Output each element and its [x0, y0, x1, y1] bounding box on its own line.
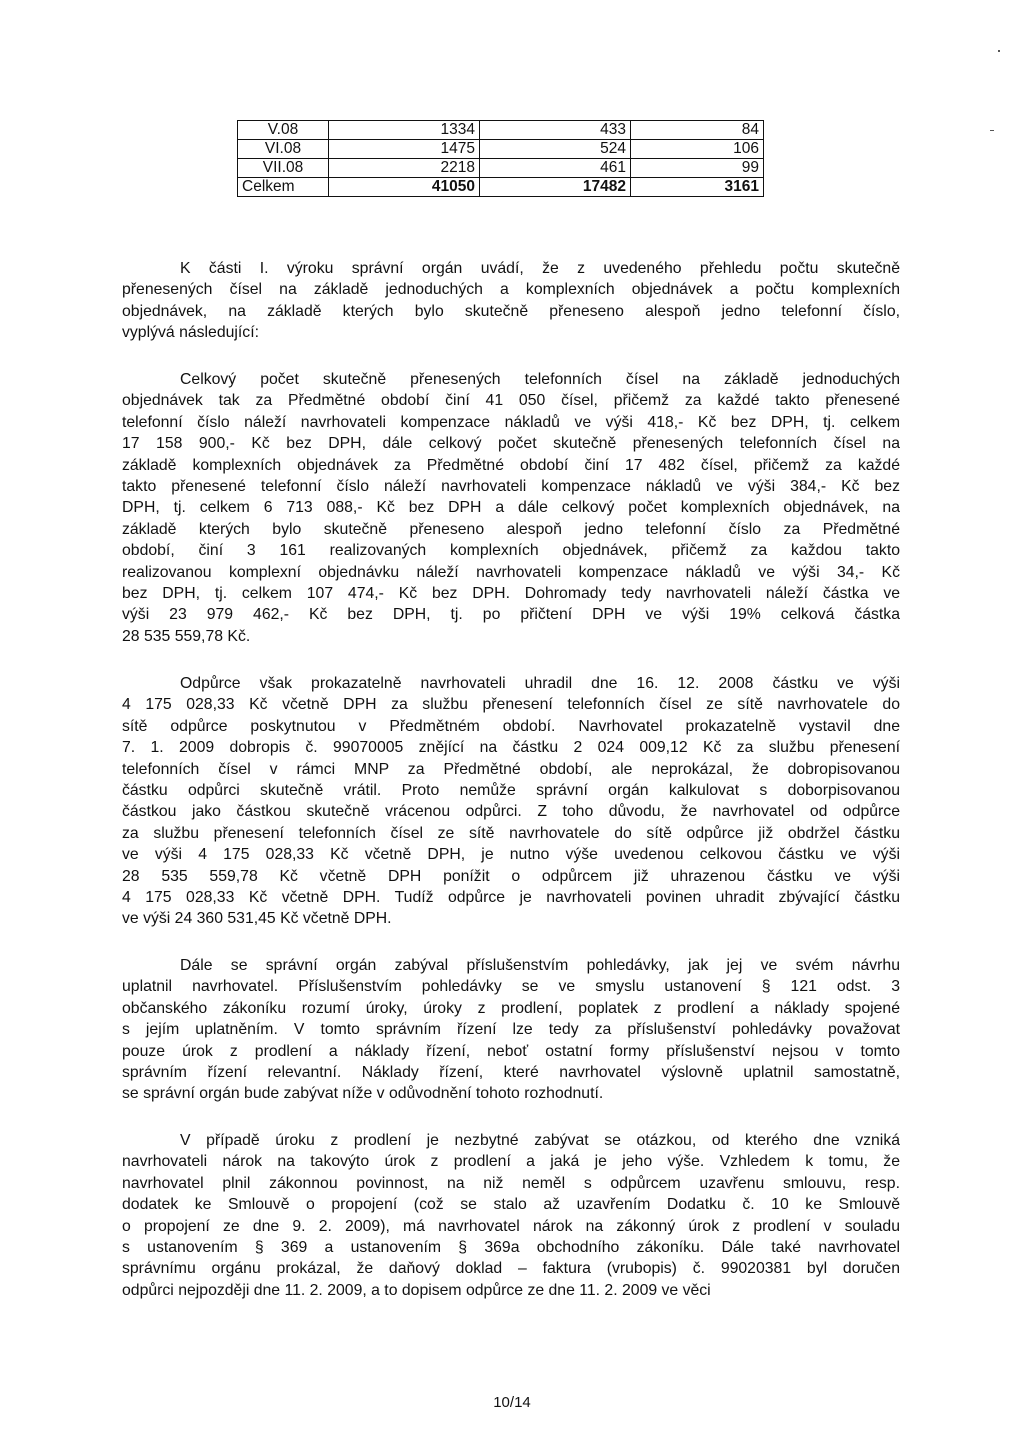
- value-cell: 106: [631, 140, 764, 159]
- statistics-table: [237, 120, 764, 197]
- value-cell: 2218: [329, 159, 480, 178]
- text-line: pouze úrok z prodlení a náklady řízení, neboť ostatní formy příslušenství nejsou v tomto: [122, 1042, 900, 1060]
- statistics-table-body: [238, 121, 764, 197]
- value-cell: 433: [480, 121, 631, 140]
- text-line: částku odpůrci skutečně vrátil. Proto nemůže správní orgán kalkulovat s doborpisovanou: [122, 782, 900, 800]
- text-line: navrhovatel plnil zákonnou povinnost, na niž neměl s odpůrcem uzavřenu smlouvu, resp.: [122, 1174, 900, 1192]
- value-cell: 524: [480, 140, 631, 159]
- text-line: objednávek tak za Předmětné období činí 41 050 čísel, přičemž za každé takto přenesené: [122, 392, 900, 410]
- text-line: výši 23 979 462,- Kč bez DPH, tj. po přičtení DPH ve výši 19% celková částka: [122, 606, 900, 624]
- text-line: s ustanovením § 369 a ustanovením § 369a obchodního zákoníku. Dále také navrhovatel: [122, 1239, 900, 1257]
- paragraph-part-one-summary: [122, 258, 900, 344]
- text-line: uplatnil navrhovatel. Příslušenstvím pohledávky se ve smyslu ustanovení § 121 odst. 3: [122, 978, 900, 996]
- table-row: [238, 159, 764, 178]
- text-line: za službu přenesení telefonních čísel ze sítě navrhovatele do sítě odpůrce již obdržel částku: [122, 824, 900, 842]
- period-cell: VII.08: [238, 159, 329, 178]
- page-number: 10/14: [493, 1394, 531, 1411]
- text-line: odpůrci nejpozději dne 11. 2. 2009, a to dopisem odpůrce ze dne 11. 2. 2009 ve věci: [122, 1281, 711, 1299]
- text-line: občanského zákoníku rozumí úroky, úroky z prodlení, poplatek z prodlení a náklady spojené: [122, 999, 900, 1017]
- text-line: telefonních čísel v rámci MNP za Předmětné období, ale neprokázal, že dobropisovanou: [122, 760, 900, 778]
- text-line: přenesených čísel na základě jednoduchých a komplexních objednávek a počtu komplexních: [122, 281, 900, 299]
- paragraph-total-calculation: [122, 369, 900, 647]
- text-line: období, činí 3 161 realizovaných komplexních objednávek, přičemž za každou takto: [122, 542, 900, 560]
- paragraph-late-interest: [122, 1130, 900, 1301]
- text-line: 28 535 559,78 Kč včetně DPH ponížit o odpůrcem již uhrazenou částku ve výši: [122, 867, 900, 885]
- table-row: [238, 140, 764, 159]
- text-line: se správní orgán bude zabývat níže v odůvodnění tohoto rozhodnutí.: [122, 1085, 604, 1103]
- total-value-cell: 41050: [329, 178, 480, 197]
- text-line: takto přenesené telefonní číslo náleží navrhovateli kompenzace nákladů ve výši 384,- Kč bez: [122, 478, 900, 496]
- text-line: telefonní číslo náleží navrhovateli kompenzace nákladů ve výši 418,- Kč bez DPH, tj. celkem: [122, 413, 900, 431]
- value-cell: 99: [631, 159, 764, 178]
- value-cell: 84: [631, 121, 764, 140]
- paragraph-claim-accessories: [122, 955, 900, 1105]
- text-line: Dále se správní orgán zabýval příslušenstvím pohledávky, jak jej ve svém návrhu: [180, 957, 900, 974]
- value-cell: 461: [480, 159, 631, 178]
- text-line: navrhovateli nárok na takovýto úrok z prodlení a jaká je jeho výše. Vzhledem k tomu, že: [122, 1153, 900, 1171]
- value-cell: 1475: [329, 140, 480, 159]
- table-total-row: [238, 178, 764, 197]
- text-line: dodatek ke Smlouvě o propojení (což se stalo až uzavřením Dodatku č. 10 ke Smlouvě: [122, 1196, 900, 1214]
- text-line: sítě odpůrce poskytnutou v Předmětném období. Navrhovatel prokazatelně vystavil dne: [122, 717, 900, 735]
- paragraph-payment-offset: [122, 673, 900, 930]
- text-line: 7. 1. 2009 dobropis č. 99070005 znějící na částku 2 024 009,12 Kč za službu přenesení: [122, 739, 900, 757]
- text-line: 28 535 559,78 Kč.: [122, 627, 251, 645]
- text-line: ve výši 24 360 531,45 Kč včetně DPH.: [122, 910, 392, 928]
- text-line: 4 175 028,33 Kč včetně DPH za službu přenesení telefonních čísel ze sítě navrhovatele do: [122, 696, 900, 714]
- text-line: bez DPH, tj. celkem 107 474,- Kč bez DPH. Dohromady tedy navrhovateli náleží částka ve: [122, 585, 900, 603]
- text-line: základě komplexních objednávek za Předmětné období činí 17 482 čísel, přičemž za každé: [122, 456, 900, 474]
- text-line: 4 175 028,33 Kč včetně DPH. Tudíž odpůrce je navrhovateli povinen uhradit zbývající částku: [122, 889, 900, 907]
- text-line: částkou jako částkou skutečně vrácenou odpůrci. Z toho důvodu, že navrhovatel od odpůrce: [122, 803, 900, 821]
- period-cell: V.08: [238, 121, 329, 140]
- text-line: K části I. výroku správní orgán uvádí, že z uvedeného přehledu počtu skutečně: [180, 260, 900, 277]
- text-line: V případě úroku z prodlení je nezbytné zabývat se otázkou, od kterého dne vzniká: [180, 1132, 900, 1149]
- total-value-cell: 17482: [480, 178, 631, 197]
- text-line: DPH, tj. celkem 6 713 088,- Kč bez DPH a dále celkový počet komplexních objednávek, na: [122, 499, 900, 517]
- scan-speck: [998, 50, 1000, 52]
- text-line: správním řízení relevantní. Náklady řízení, které navrhovatel výslovně uplatnil samostatně,: [122, 1064, 900, 1082]
- value-cell: 1334: [329, 121, 480, 140]
- text-line: základě kterých bylo skutečně přeneseno alespoň jedno telefonní číslo za Předmětné: [122, 520, 900, 538]
- text-line: objednávek, na základě kterých bylo skutečně přeneseno alespoň jedno telefonní číslo,: [122, 302, 900, 320]
- text-line: ve výši 4 175 028,33 Kč včetně DPH, je nutno výše uvedenou celkovou částku ve výši: [122, 846, 900, 864]
- total-value-cell: 3161: [631, 178, 764, 197]
- text-line: s jejím uplatněním. V tomto správním řízení lze tedy za příslušenství pohledávky považovat: [122, 1021, 900, 1039]
- text-line: o propojení ze dne 9. 2. 2009), má navrhovatel nárok na zákonný úrok z prodlení v souladu: [122, 1217, 900, 1235]
- text-line: realizovanou komplexní objednávku náleží navrhovateli kompenzace nákladů ve výši 34,- Kč: [122, 563, 900, 581]
- scan-speck: [990, 130, 994, 131]
- text-line: 17 158 900,- Kč bez DPH, dále celkový počet skutečně přenesených telefonních čísel na: [122, 435, 900, 453]
- table-row: [238, 121, 764, 140]
- text-line: vyplývá následující:: [122, 324, 259, 342]
- text-line: správnímu orgánu prokázal, že daňový doklad – faktura (vrubopis) č. 99020381 byl doručen: [122, 1260, 900, 1278]
- text-line: Celkový počet skutečně přenesených telefonních čísel na základě jednoduchých: [180, 371, 900, 388]
- period-cell: VI.08: [238, 140, 329, 159]
- total-label-cell: Celkem: [238, 178, 329, 197]
- text-line: Odpůrce však prokazatelně navrhovateli uhradil dne 16. 12. 2008 částku ve výši: [180, 675, 900, 692]
